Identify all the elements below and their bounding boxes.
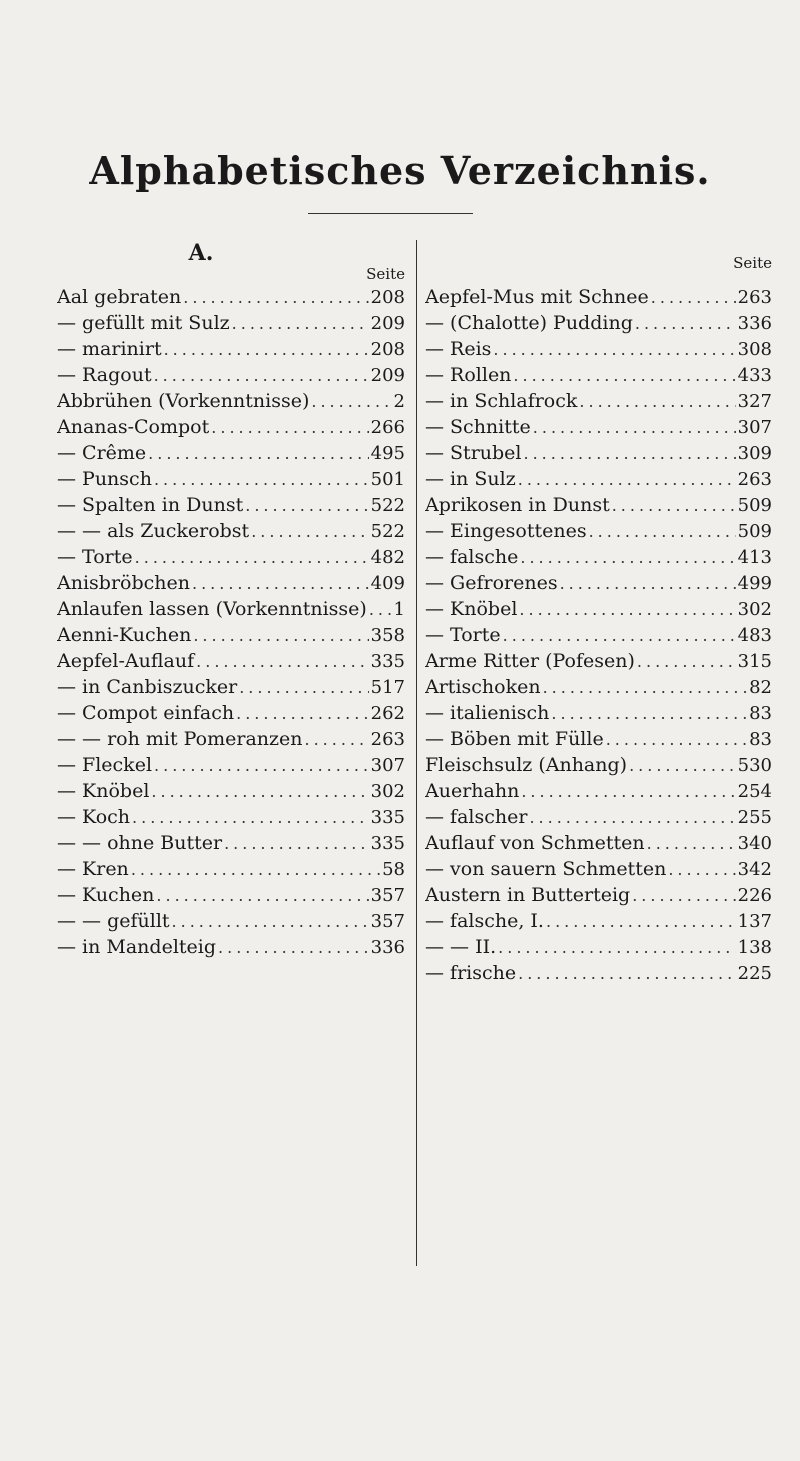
entry-page-number: 255 [737,807,772,828]
index-entries-right [425,284,772,986]
entry-page-number: 336 [737,313,772,334]
entry-label: Austern in Butterteig [425,884,631,906]
entry-label: — — ohne Butter [57,832,223,854]
index-entry [425,492,772,518]
entry-page-number: 517 [370,677,405,698]
leader-dots [551,701,747,726]
index-entry [425,752,772,778]
entry-page-number: 307 [737,417,772,438]
leader-dots [154,363,369,388]
index-entry [57,778,405,804]
leader-dots [546,909,736,934]
index-entry [57,336,405,362]
leader-dots [612,493,736,518]
entry-label: Artischoken [425,676,541,698]
entry-label: — von sauern Schmetten [425,858,667,880]
entry-label: — in Mandelteig [57,936,217,958]
index-entry [425,414,772,440]
entry-label: — Eingesottenes [425,520,587,542]
index-entry [425,596,772,622]
entry-page-number: 208 [370,339,405,360]
index-entry [57,570,405,596]
index-entry [57,648,405,674]
entry-label: — Spalten in Dunst [57,494,244,516]
index-entry [425,648,772,674]
entry-label: Aenni-Kuchen [57,624,192,646]
index-entry [57,362,405,388]
index-entry [425,440,772,466]
entry-label: Auerhahn [425,780,520,802]
index-entry [57,830,405,856]
entry-label: — gefüllt mit Sulz [57,312,230,334]
entry-page-number: 226 [737,885,772,906]
entry-label: Aal gebraten [57,286,182,308]
entry-page-number: 413 [737,547,772,568]
leader-dots [251,519,368,544]
leader-dots [498,935,736,960]
entry-page-number: 509 [737,495,772,516]
index-entry [425,726,772,752]
leader-dots [183,285,368,310]
leader-dots [606,727,747,752]
entry-label: — Kren [57,858,129,880]
leader-dots [148,441,368,466]
entry-label: — italienisch [425,702,550,724]
index-entry [425,362,772,388]
index-entry [57,622,405,648]
entry-label: — Fleckel [57,754,153,776]
entry-label: — Knöbel [57,780,150,802]
entry-label: — falsche [425,546,519,568]
index-entry [57,882,405,908]
entry-page-number: 530 [737,755,772,776]
leader-dots [560,571,736,596]
entry-page-number: 1 [393,599,405,620]
entry-page-number: 302 [737,599,772,620]
leader-dots [529,805,735,830]
leader-dots [239,675,368,700]
entry-label: — (Chalotte) Pudding [425,312,633,334]
entry-label: — marinirt [57,338,162,360]
entry-page-number: 138 [737,937,772,958]
index-column-left [57,242,405,960]
leader-dots [154,467,369,492]
entry-label: — Böben mit Fülle [425,728,604,750]
entry-page-number: 209 [370,365,405,386]
entry-label: Arme Ritter (Pofesen) [425,650,635,672]
index-entry [57,414,405,440]
entry-label: — Compot einfach [57,702,235,724]
entry-page-number: 335 [370,807,405,828]
entry-label: Aprikosen in Dunst [425,494,610,516]
entry-label: — Punsch [57,468,152,490]
entry-page-number: 82 [749,677,772,698]
index-entry [425,778,772,804]
section-letter: A. [188,240,214,266]
index-entry [425,830,772,856]
entry-page-number: 209 [370,313,405,334]
leader-dots [513,363,735,388]
index-entry [425,856,772,882]
index-entry [425,908,772,934]
leader-dots [224,831,369,856]
entry-page-number: 336 [370,937,405,958]
entry-label: — — gefüllt [57,910,170,932]
index-entries-left [57,284,405,960]
leader-dots [164,337,369,362]
entry-label: — — roh mit Pomeranzen [57,728,303,750]
leader-dots [245,493,368,518]
index-entry [425,622,772,648]
index-entry [425,674,772,700]
entry-label: Anlaufen lassen (Vorkenntnisse) [57,598,367,620]
entry-page-number: 83 [749,703,772,724]
entry-page-number: 263 [737,469,772,490]
entry-label: — Strubel [425,442,522,464]
index-entry [57,804,405,830]
entry-label: — frische [425,962,517,984]
leader-dots [156,883,368,908]
leader-dots [519,597,735,622]
leader-dots [503,623,736,648]
index-column-right [425,242,772,986]
page-column-header: Seite [366,265,405,283]
entry-page-number: 495 [370,443,405,464]
index-entry [425,570,772,596]
entry-page-number: 482 [370,547,405,568]
entry-page-number: 58 [382,859,405,880]
entry-page-number: 83 [749,729,772,750]
entry-page-number: 309 [737,443,772,464]
entry-page-number: 501 [370,469,405,490]
leader-dots [651,285,736,310]
leader-dots [543,675,748,700]
leader-dots [518,961,736,986]
entry-page-number: 509 [737,521,772,542]
index-entry [425,934,772,960]
leader-dots [151,779,368,804]
index-entry [57,492,405,518]
leader-dots [521,779,735,804]
entry-page-number: 266 [370,417,405,438]
leader-dots [131,857,380,882]
leader-dots [369,597,392,622]
leader-dots [305,727,369,752]
leader-dots [193,623,368,648]
entry-page-number: 208 [370,287,405,308]
entry-label: — — II. [425,936,497,958]
leader-dots [518,467,736,492]
entry-label: — falsche, I. [425,910,544,932]
leader-dots [647,831,736,856]
index-entry [57,518,405,544]
entry-label: — Ragout [57,364,152,386]
entry-page-number: 342 [737,859,772,880]
entry-page-number: 483 [737,625,772,646]
index-entry [57,856,405,882]
entry-page-number: 357 [370,911,405,932]
entry-page-number: 302 [370,781,405,802]
entry-label: — Gefrorenes [425,572,558,594]
entry-label: — Rollen [425,364,512,386]
entry-page-number: 335 [370,651,405,672]
index-entry [57,388,405,414]
index-entry [425,310,772,336]
leader-dots [637,649,736,674]
entry-label: Anisbröbchen [57,572,190,594]
entry-label: Ananas-Compot [57,416,210,438]
leader-dots [520,545,735,570]
leader-dots [218,935,369,960]
entry-page-number: 263 [370,729,405,750]
index-entry [57,726,405,752]
leader-dots [632,883,735,908]
index-entry [57,752,405,778]
entry-label: — Knöbel [425,598,518,620]
entry-label: Abbrühen (Vorkenntnisse) [57,390,310,412]
index-entry [425,804,772,830]
index-entry [57,934,405,960]
entry-page-number: 522 [370,521,405,542]
entry-label: — — als Zuckerobst [57,520,250,542]
entry-page-number: 409 [370,573,405,594]
index-entry [425,700,772,726]
index-entry [57,544,405,570]
index-entry [425,466,772,492]
page-title: Alphabetisches Verzeichnis. [89,148,711,193]
entry-page-number: 358 [370,625,405,646]
page-column-header: Seite [733,254,772,272]
entry-page-number: 137 [737,911,772,932]
leader-dots [311,389,391,414]
leader-dots [211,415,368,440]
entry-label: — Schnitte [425,416,531,438]
leader-dots [493,337,735,362]
index-entry [425,882,772,908]
index-entry [57,310,405,336]
entry-label: — Reis [425,338,492,360]
index-entry [57,674,405,700]
index-entry [425,336,772,362]
leader-dots [135,545,369,570]
entry-page-number: 315 [737,651,772,672]
index-entry [57,284,405,310]
leader-dots [154,753,369,778]
entry-label: — falscher [425,806,528,828]
index-entry [425,518,772,544]
entry-page-number: 263 [737,287,772,308]
entry-label: Auflauf von Schmetten [425,832,645,854]
leader-dots [192,571,369,596]
index-entry [57,466,405,492]
index-entry [425,960,772,986]
leader-dots [196,649,369,674]
leader-dots [236,701,369,726]
entry-page-number: 307 [370,755,405,776]
index-entry [57,440,405,466]
entry-label: — Torte [57,546,133,568]
entry-page-number: 327 [737,391,772,412]
leader-dots [132,805,369,830]
entry-page-number: 225 [737,963,772,984]
entry-label: — in Canbiszucker [57,676,238,698]
entry-label: — Kuchen [57,884,155,906]
entry-label: — in Sulz [425,468,516,490]
entry-label: — in Schlafrock [425,390,578,412]
entry-page-number: 357 [370,885,405,906]
column-divider [416,240,417,1266]
leader-dots [635,311,736,336]
entry-label: Fleischsulz (Anhang) [425,754,628,776]
index-entry [425,284,772,310]
title-rule [308,213,473,214]
entry-label: — Crême [57,442,147,464]
entry-page-number: 262 [370,703,405,724]
index-entry [57,908,405,934]
leader-dots [172,909,369,934]
index-entry [425,544,772,570]
entry-page-number: 340 [737,833,772,854]
leader-dots [629,753,736,778]
index-entry [57,596,405,622]
entry-label: Aepfel-Auflauf [57,650,195,672]
entry-page-number: 499 [737,573,772,594]
entry-page-number: 254 [737,781,772,802]
entry-label: — Koch [57,806,131,828]
entry-page-number: 335 [370,833,405,854]
entry-page-number: 433 [737,365,772,386]
entry-label: Aepfel-Mus mit Schnee [425,286,649,308]
entry-page-number: 2 [393,391,405,412]
leader-dots [589,519,736,544]
index-entry [57,700,405,726]
entry-page-number: 522 [370,495,405,516]
leader-dots [668,857,735,882]
leader-dots [533,415,736,440]
leader-dots [579,389,735,414]
entry-label: — Torte [425,624,501,646]
leader-dots [232,311,369,336]
index-entry [425,388,772,414]
leader-dots [524,441,736,466]
entry-page-number: 308 [737,339,772,360]
